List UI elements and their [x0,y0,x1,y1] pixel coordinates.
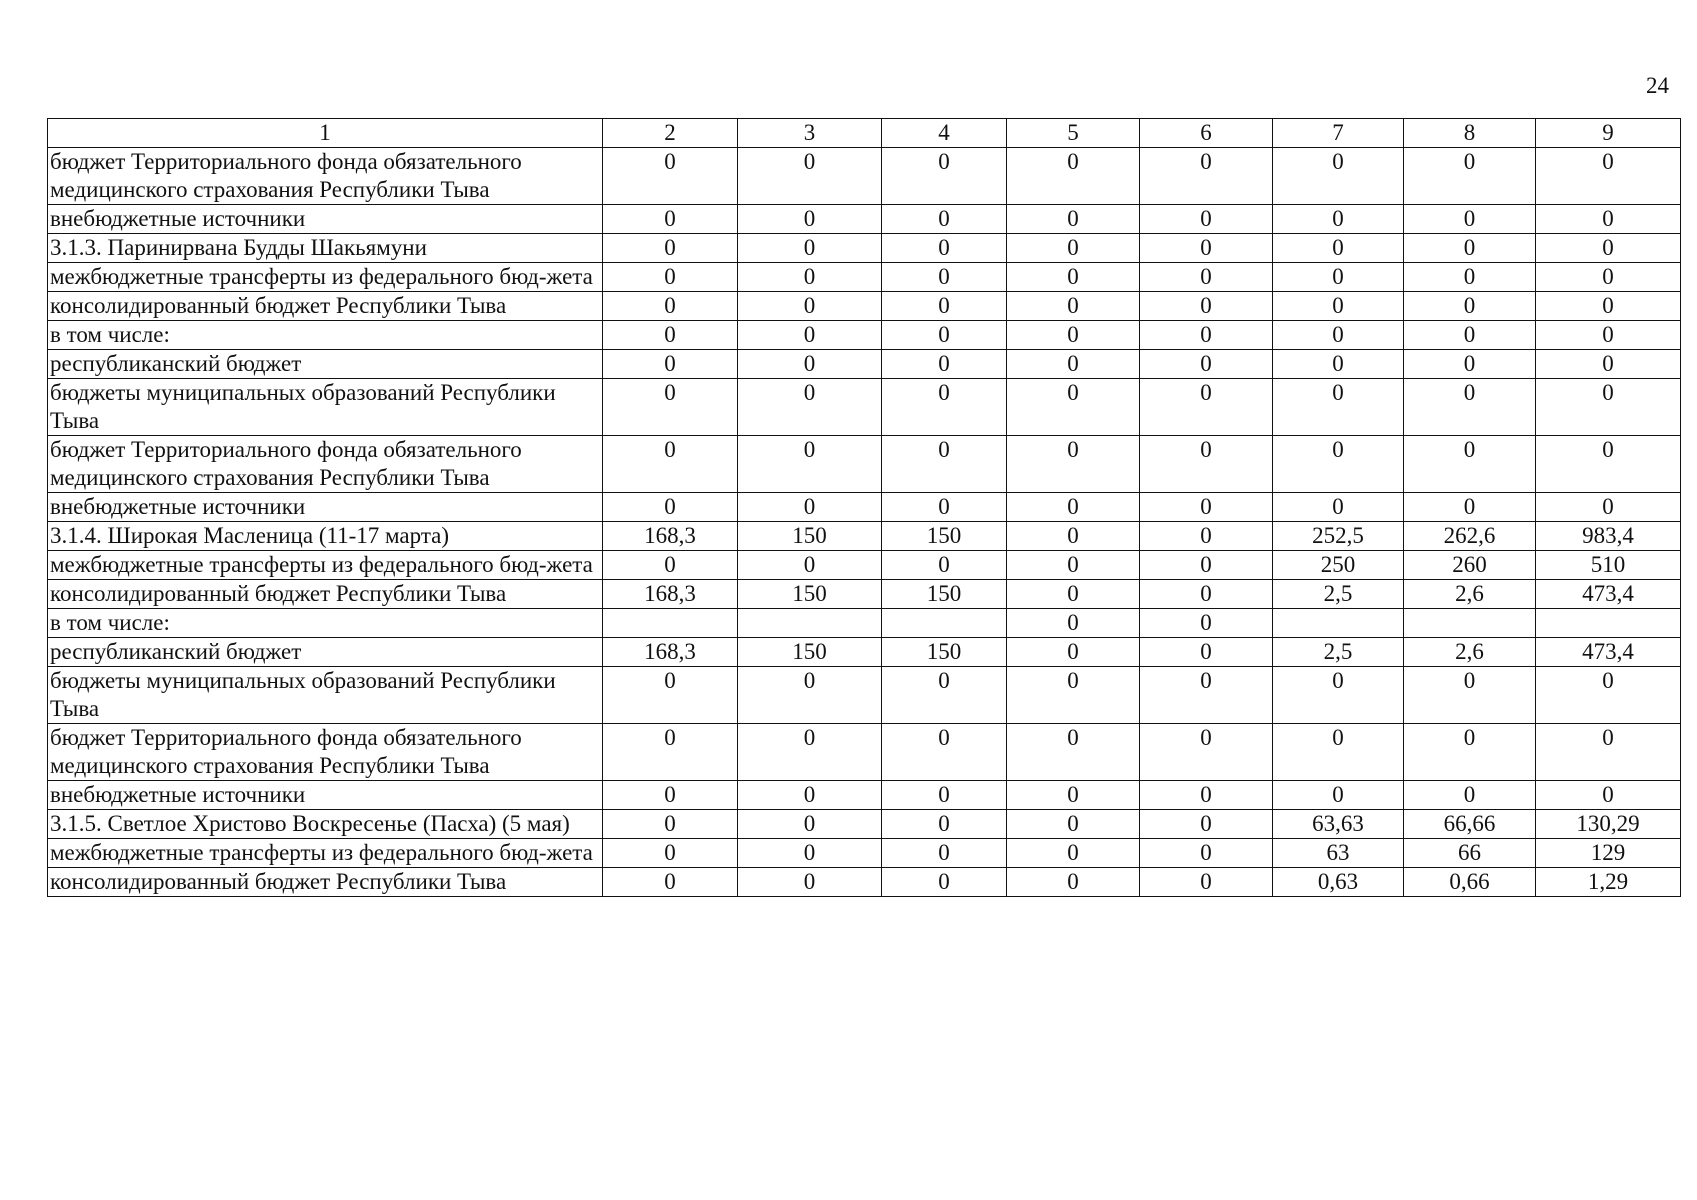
value-cell: 0,63 [1273,868,1404,897]
table-row [48,810,1681,839]
column-header: 6 [1140,119,1273,148]
value-cell: 0 [882,868,1007,897]
value-cell: 0 [738,321,882,350]
column-header: 9 [1536,119,1681,148]
row-label: 3.1.3. Паринирвана Будды Шакьямуни [48,234,603,263]
value-cell: 150 [738,522,882,551]
table-row [48,234,1681,263]
value-cell: 0 [882,234,1007,263]
value-cell: 66,66 [1404,810,1536,839]
value-cell: 0 [603,263,738,292]
value-cell: 0 [882,493,1007,522]
row-label: внебюджетные источники [48,493,603,522]
header-row [48,119,1681,148]
value-cell: 0 [738,263,882,292]
value-cell: 0 [1140,292,1273,321]
value-cell: 0 [738,810,882,839]
value-cell: 0 [603,350,738,379]
column-header: 5 [1007,119,1140,148]
value-cell: 0 [1140,436,1273,493]
value-cell: 0 [882,667,1007,724]
value-cell: 0 [738,436,882,493]
row-label: 3.1.5. Светлое Христово Воскресенье (Пасха) (5 мая) [48,810,603,839]
value-cell: 0 [1140,379,1273,436]
value-cell: 0 [1140,781,1273,810]
value-cell: 0 [1404,379,1536,436]
value-cell: 0 [1140,810,1273,839]
value-cell: 0 [738,234,882,263]
table-row [48,551,1681,580]
value-cell: 0 [1007,234,1140,263]
value-cell: 0 [1273,263,1404,292]
value-cell: 0 [1536,234,1681,263]
value-cell: 0 [1140,234,1273,263]
value-cell: 0 [738,551,882,580]
value-cell: 0 [1536,493,1681,522]
value-cell: 0 [1536,436,1681,493]
budget-table [47,118,1681,897]
value-cell: 0 [1140,839,1273,868]
table-row [48,580,1681,609]
page-number: 24 [1646,73,1669,98]
value-cell: 0 [1404,234,1536,263]
value-cell: 0 [1404,436,1536,493]
value-cell: 0 [1140,321,1273,350]
value-cell: 0 [1007,263,1140,292]
table-row [48,493,1681,522]
value-cell: 0 [1140,551,1273,580]
row-label: консолидированный бюджет Республики Тыва [48,868,603,897]
value-cell: 0 [1273,781,1404,810]
value-cell: 0 [1007,292,1140,321]
value-cell: 0 [603,436,738,493]
value-cell: 0 [1536,321,1681,350]
value-cell: 250 [1273,551,1404,580]
table-row [48,724,1681,781]
table-row [48,379,1681,436]
column-header: 7 [1273,119,1404,148]
row-label: бюджет Территориального фонда обязательного медицинского страхования Республики Тыва [48,148,603,205]
value-cell: 0 [1140,493,1273,522]
value-cell: 150 [882,580,1007,609]
value-cell: 150 [882,638,1007,667]
value-cell: 129 [1536,839,1681,868]
value-cell: 0 [1404,667,1536,724]
value-cell: 510 [1536,551,1681,580]
value-cell: 0 [603,810,738,839]
value-cell: 0 [1140,667,1273,724]
row-label: внебюджетные источники [48,781,603,810]
value-cell: 0 [603,781,738,810]
value-cell: 0 [882,350,1007,379]
column-header: 4 [882,119,1007,148]
value-cell: 0 [603,868,738,897]
row-label: в том числе: [48,609,603,638]
value-cell: 0 [603,667,738,724]
value-cell: 0 [1273,667,1404,724]
table-row [48,868,1681,897]
value-cell: 0 [1536,724,1681,781]
value-cell: 0 [882,321,1007,350]
value-cell: 0 [603,148,738,205]
value-cell: 0 [1140,580,1273,609]
value-cell: 0 [1404,263,1536,292]
value-cell: 0 [738,148,882,205]
value-cell: 0 [1007,350,1140,379]
value-cell: 0 [882,263,1007,292]
value-cell: 150 [738,580,882,609]
value-cell: 0 [882,379,1007,436]
row-label: внебюджетные источники [48,205,603,234]
value-cell: 473,4 [1536,580,1681,609]
value-cell: 0 [738,292,882,321]
value-cell: 0 [603,724,738,781]
value-cell [738,609,882,638]
value-cell: 0 [1273,493,1404,522]
value-cell: 0 [1007,667,1140,724]
value-cell: 2,6 [1404,638,1536,667]
value-cell: 0 [738,868,882,897]
value-cell: 0 [1007,810,1140,839]
row-label: бюджет Территориального фонда обязательного медицинского страхования Республики Тыва [48,436,603,493]
row-label: 3.1.4. Широкая Масленица (11-17 марта) [48,522,603,551]
value-cell: 0 [738,839,882,868]
column-header: 8 [1404,119,1536,148]
value-cell: 0 [1273,724,1404,781]
value-cell: 0 [738,350,882,379]
value-cell: 0 [1273,148,1404,205]
value-cell: 2,5 [1273,638,1404,667]
table-row [48,436,1681,493]
table-row [48,148,1681,205]
table-row [48,321,1681,350]
row-label: бюджеты муниципальных образований Республики Тыва [48,667,603,724]
value-cell: 0 [1536,667,1681,724]
value-cell: 0 [1273,436,1404,493]
value-cell: 0 [1536,205,1681,234]
value-cell: 0 [1404,205,1536,234]
value-cell: 2,6 [1404,580,1536,609]
value-cell: 0,66 [1404,868,1536,897]
value-cell: 0 [882,724,1007,781]
value-cell: 0 [1140,868,1273,897]
value-cell: 0 [882,551,1007,580]
table-row [48,638,1681,667]
value-cell: 0 [603,234,738,263]
table-body [48,148,1681,897]
value-cell: 0 [1404,493,1536,522]
value-cell: 0 [1140,205,1273,234]
value-cell: 0 [1536,292,1681,321]
value-cell: 0 [882,292,1007,321]
value-cell: 63 [1273,839,1404,868]
value-cell: 0 [882,781,1007,810]
value-cell: 2,5 [1273,580,1404,609]
row-label: консолидированный бюджет Республики Тыва [48,292,603,321]
value-cell: 0 [1536,379,1681,436]
value-cell: 0 [1140,263,1273,292]
value-cell: 0 [1536,350,1681,379]
value-cell: 0 [1007,839,1140,868]
value-cell: 0 [603,551,738,580]
row-label: межбюджетные трансферты из федерального бюд-жета [48,551,603,580]
value-cell: 0 [738,379,882,436]
table-row [48,522,1681,551]
value-cell: 0 [882,148,1007,205]
value-cell: 0 [603,292,738,321]
table-row [48,292,1681,321]
value-cell: 473,4 [1536,638,1681,667]
value-cell: 0 [1140,522,1273,551]
row-label: бюджет Территориального фонда обязательного медицинского страхования Республики Тыва [48,724,603,781]
value-cell: 260 [1404,551,1536,580]
value-cell: 0 [1273,234,1404,263]
value-cell: 168,3 [603,522,738,551]
value-cell: 262,6 [1404,522,1536,551]
value-cell: 0 [882,839,1007,868]
row-label: республиканский бюджет [48,350,603,379]
value-cell: 252,5 [1273,522,1404,551]
row-label: межбюджетные трансферты из федерального бюд-жета [48,839,603,868]
table-row [48,781,1681,810]
value-cell: 0 [1007,609,1140,638]
value-cell: 168,3 [603,638,738,667]
value-cell: 0 [603,839,738,868]
value-cell: 0 [1007,205,1140,234]
value-cell: 0 [882,205,1007,234]
row-label: межбюджетные трансферты из федерального бюд-жета [48,263,603,292]
value-cell: 983,4 [1536,522,1681,551]
value-cell: 0 [882,436,1007,493]
value-cell: 0 [738,493,882,522]
value-cell: 0 [738,724,882,781]
value-cell: 0 [1007,436,1140,493]
value-cell: 168,3 [603,580,738,609]
value-cell: 0 [1140,609,1273,638]
value-cell: 0 [1007,321,1140,350]
value-cell: 0 [1007,868,1140,897]
value-cell: 0 [1536,148,1681,205]
value-cell: 150 [882,522,1007,551]
value-cell: 1,29 [1536,868,1681,897]
value-cell: 0 [1007,148,1140,205]
value-cell: 0 [1404,350,1536,379]
value-cell: 66 [1404,839,1536,868]
table-row [48,839,1681,868]
value-cell: 63,63 [1273,810,1404,839]
value-cell: 0 [882,810,1007,839]
value-cell: 130,29 [1536,810,1681,839]
table-row [48,350,1681,379]
row-label: республиканский бюджет [48,638,603,667]
row-label: консолидированный бюджет Республики Тыва [48,580,603,609]
value-cell: 0 [1007,638,1140,667]
value-cell: 0 [1404,321,1536,350]
value-cell: 0 [1273,321,1404,350]
value-cell: 0 [1140,350,1273,379]
table-row [48,205,1681,234]
value-cell: 0 [1007,724,1140,781]
value-cell [1404,609,1536,638]
value-cell: 0 [1273,350,1404,379]
value-cell [603,609,738,638]
value-cell: 0 [1007,580,1140,609]
table-row [48,263,1681,292]
value-cell: 0 [603,379,738,436]
value-cell: 0 [1273,292,1404,321]
value-cell: 0 [1007,522,1140,551]
value-cell: 0 [1536,781,1681,810]
value-cell: 0 [738,667,882,724]
value-cell: 0 [1007,379,1140,436]
value-cell: 0 [1404,292,1536,321]
value-cell: 0 [1007,493,1140,522]
value-cell: 0 [1140,724,1273,781]
value-cell: 0 [1007,781,1140,810]
value-cell: 0 [603,493,738,522]
value-cell: 0 [1140,148,1273,205]
value-cell: 0 [1273,379,1404,436]
value-cell: 0 [1404,781,1536,810]
value-cell [1536,609,1681,638]
value-cell: 0 [1007,551,1140,580]
value-cell: 0 [738,205,882,234]
value-cell: 0 [1404,148,1536,205]
value-cell: 0 [1273,205,1404,234]
value-cell [1273,609,1404,638]
value-cell: 0 [603,321,738,350]
row-label: в том числе: [48,321,603,350]
row-label: бюджеты муниципальных образований Республики Тыва [48,379,603,436]
value-cell [882,609,1007,638]
column-header: 2 [603,119,738,148]
column-header: 1 [48,119,603,148]
value-cell: 0 [1404,724,1536,781]
value-cell: 150 [738,638,882,667]
value-cell: 0 [1536,263,1681,292]
column-header: 3 [738,119,882,148]
value-cell: 0 [1140,638,1273,667]
value-cell: 0 [603,205,738,234]
table-row [48,609,1681,638]
value-cell: 0 [738,781,882,810]
table-row [48,667,1681,724]
